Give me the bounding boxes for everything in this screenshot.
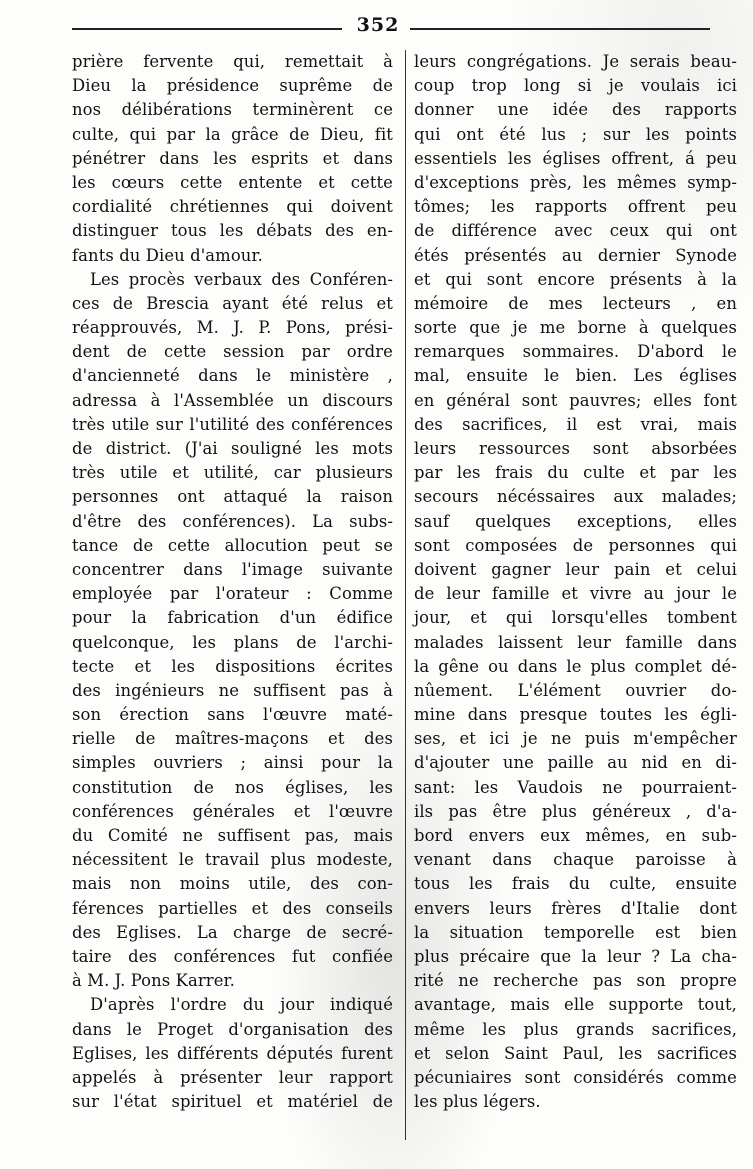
- text-line: sur l'état spirituel et matériel de: [72, 1092, 393, 1112]
- text-line: sont composées de personnes qui: [414, 535, 737, 555]
- text-line: coup trop long si je voulais ici: [414, 76, 737, 96]
- text-line: conférences générales et l'œuvre: [72, 801, 393, 821]
- text-line: venant dans chaque paroisse à: [414, 850, 737, 870]
- text-line: taire des conférences fut confiée: [72, 946, 393, 966]
- text-line: plus précaire que la leur ? La cha-: [414, 946, 737, 966]
- text-line: nûement. L'élément ouvrier do-: [414, 680, 737, 700]
- text-line: simples ouvriers ; ainsi pour la: [72, 753, 393, 773]
- text-line: personnes ont attaqué la raison: [72, 487, 393, 507]
- text-line: tous les frais du culte, ensuite: [414, 874, 737, 894]
- text-line: qui ont été lus ; sur les points: [414, 124, 737, 144]
- text-line: donner une idée des rapports: [414, 100, 737, 120]
- header-rule-right: [410, 28, 710, 30]
- text-line: sauf quelques exceptions, elles: [414, 511, 737, 531]
- text-line: de leur famille et vivre au jour le: [414, 584, 737, 604]
- text-line: adressa à l'Assemblée un discours: [72, 390, 393, 410]
- text-line: ses, et ici je ne puis m'empêcher: [414, 729, 737, 749]
- text-line: constitution de nos églises, les: [72, 777, 393, 797]
- text-line: férences partielles et des conseils: [72, 898, 393, 918]
- text-line: concentrer dans l'image suivante: [72, 559, 393, 579]
- text-line: D'après l'ordre du jour indiqué: [90, 995, 393, 1015]
- text-line: ces de Brescia ayant été relus et: [72, 293, 393, 313]
- text-line: quelconque, les plans de l'archi-: [72, 632, 393, 652]
- text-line: dans le Proget d'organisation des: [72, 1019, 393, 1039]
- text-line: par les frais du culte et par les: [414, 463, 737, 483]
- text-line: pécuniaires sont considérés comme: [414, 1067, 737, 1087]
- text-line: très utile sur l'utilité des conférences: [72, 414, 393, 434]
- text-line: mais non moins utile, des con-: [72, 874, 393, 894]
- page-number: 352: [356, 14, 400, 36]
- text-line: dent de cette session par ordre: [72, 342, 393, 362]
- text-line: fants du Dieu d'amour.: [72, 245, 263, 265]
- text-line: d'être des conférences). La subs-: [72, 511, 393, 531]
- text-line: appelés à présenter leur rapport: [72, 1067, 393, 1087]
- text-line: essentiels les églises offrent, á peu: [414, 148, 737, 168]
- text-line: sorte que je me borne à quelques: [414, 318, 737, 338]
- text-line: à M. J. Pons Karrer.: [72, 971, 235, 991]
- text-line: prière fervente qui, remettait à: [72, 52, 393, 71]
- text-line: de différence avec ceux qui ont: [414, 221, 737, 241]
- column-divider: [405, 50, 406, 1140]
- header-rule-left: [72, 28, 342, 30]
- text-line: Dieu la présidence suprême de: [72, 76, 393, 96]
- text-line: tecte et les dispositions écrites: [72, 656, 393, 676]
- text-line: leurs ressources sont absorbées: [414, 439, 737, 458]
- text-line: d'exceptions près, les mêmes symp-: [414, 172, 737, 192]
- text-line: leurs congrégations. Je serais beau-: [414, 52, 737, 71]
- text-line: rielle de maîtres-maçons et des: [72, 729, 393, 749]
- text-line: d'ancienneté dans le ministère ,: [72, 366, 393, 386]
- text-line: doivent gagner leur pain et celui: [414, 559, 737, 579]
- text-line: secours nécéssaires aux malades;: [414, 487, 737, 507]
- text-line: la situation temporelle est bien: [414, 922, 737, 942]
- text-line: la gêne ou dans le plus complet dé-: [414, 656, 737, 676]
- text-line: avantage, mais elle supporte tout,: [414, 995, 737, 1015]
- text-line: sant: les Vaudois ne pourraient-: [414, 777, 737, 797]
- text-line: mine dans presque toutes les égli-: [414, 705, 737, 725]
- text-line: tance de cette allocution peut se: [72, 535, 393, 555]
- text-line: Les procès verbaux des Conféren-: [90, 269, 393, 289]
- text-line: mémoire de mes lecteurs , en: [414, 293, 737, 313]
- text-line: ils pas être plus généreux , d'a-: [414, 801, 737, 821]
- text-line: distinguer tous les débats des en-: [72, 221, 393, 241]
- text-line: pénétrer dans les esprits et dans: [72, 148, 393, 168]
- text-line: de district. (J'ai souligné les mots: [72, 439, 393, 458]
- text-line: Eglises, les différents députés furent: [72, 1043, 393, 1063]
- text-line: employée par l'orateur : Comme: [72, 584, 393, 604]
- text-line: pour la fabrication d'un édifice: [72, 608, 393, 628]
- text-line: bord envers eux mêmes, en sub-: [414, 826, 737, 845]
- text-line: des ingénieurs ne suffisent pas à: [72, 680, 393, 700]
- text-line: mal, ensuite le bien. Les églises: [414, 366, 737, 386]
- text-line: très utile et utilité, car plusieurs: [72, 463, 393, 483]
- text-line: cordialité chrétiennes qui doivent: [72, 197, 393, 217]
- text-line: tômes; les rapports offrent peu: [414, 197, 737, 217]
- text-line: envers leurs frères d'Italie dont: [414, 898, 737, 918]
- text-line: étés présentés au dernier Synode: [414, 245, 737, 265]
- text-line: réapprouvés, M. J. P. Pons, prési-: [72, 318, 393, 338]
- text-line: jour, et qui lorsqu'elles tombent: [414, 608, 737, 628]
- text-line: rité ne recherche pas son propre: [414, 971, 737, 991]
- text-line: remarques sommaires. D'abord le: [414, 342, 737, 362]
- text-line: nos délibérations terminèrent ce: [72, 100, 393, 120]
- text-line: culte, qui par la grâce de Dieu, fit: [72, 124, 393, 144]
- text-line: les plus légers.: [414, 1092, 541, 1112]
- left-text-column: [72, 50, 393, 1114]
- text-line: des Eglises. La charge de secré-: [72, 922, 393, 942]
- text-line: d'ajouter une paille au nid en di-: [414, 753, 737, 773]
- right-text-column: [414, 50, 737, 1114]
- text-line: malades laissent leur famille dans: [414, 632, 737, 652]
- text-line: et qui sont encore présents à la: [414, 269, 737, 289]
- text-line: et selon Saint Paul, les sacrifices: [414, 1043, 737, 1063]
- text-line: du Comité ne suffisent pas, mais: [72, 826, 393, 845]
- text-line: des sacrifices, il est vrai, mais: [414, 414, 737, 434]
- text-line: en général sont pauvres; elles font: [414, 390, 737, 410]
- text-line: même les plus grands sacrifices,: [414, 1019, 737, 1039]
- text-line: les cœurs cette entente et cette: [72, 172, 393, 192]
- text-line: nécessitent le travail plus modeste,: [72, 850, 393, 870]
- text-line: son érection sans l'œuvre maté-: [72, 705, 393, 725]
